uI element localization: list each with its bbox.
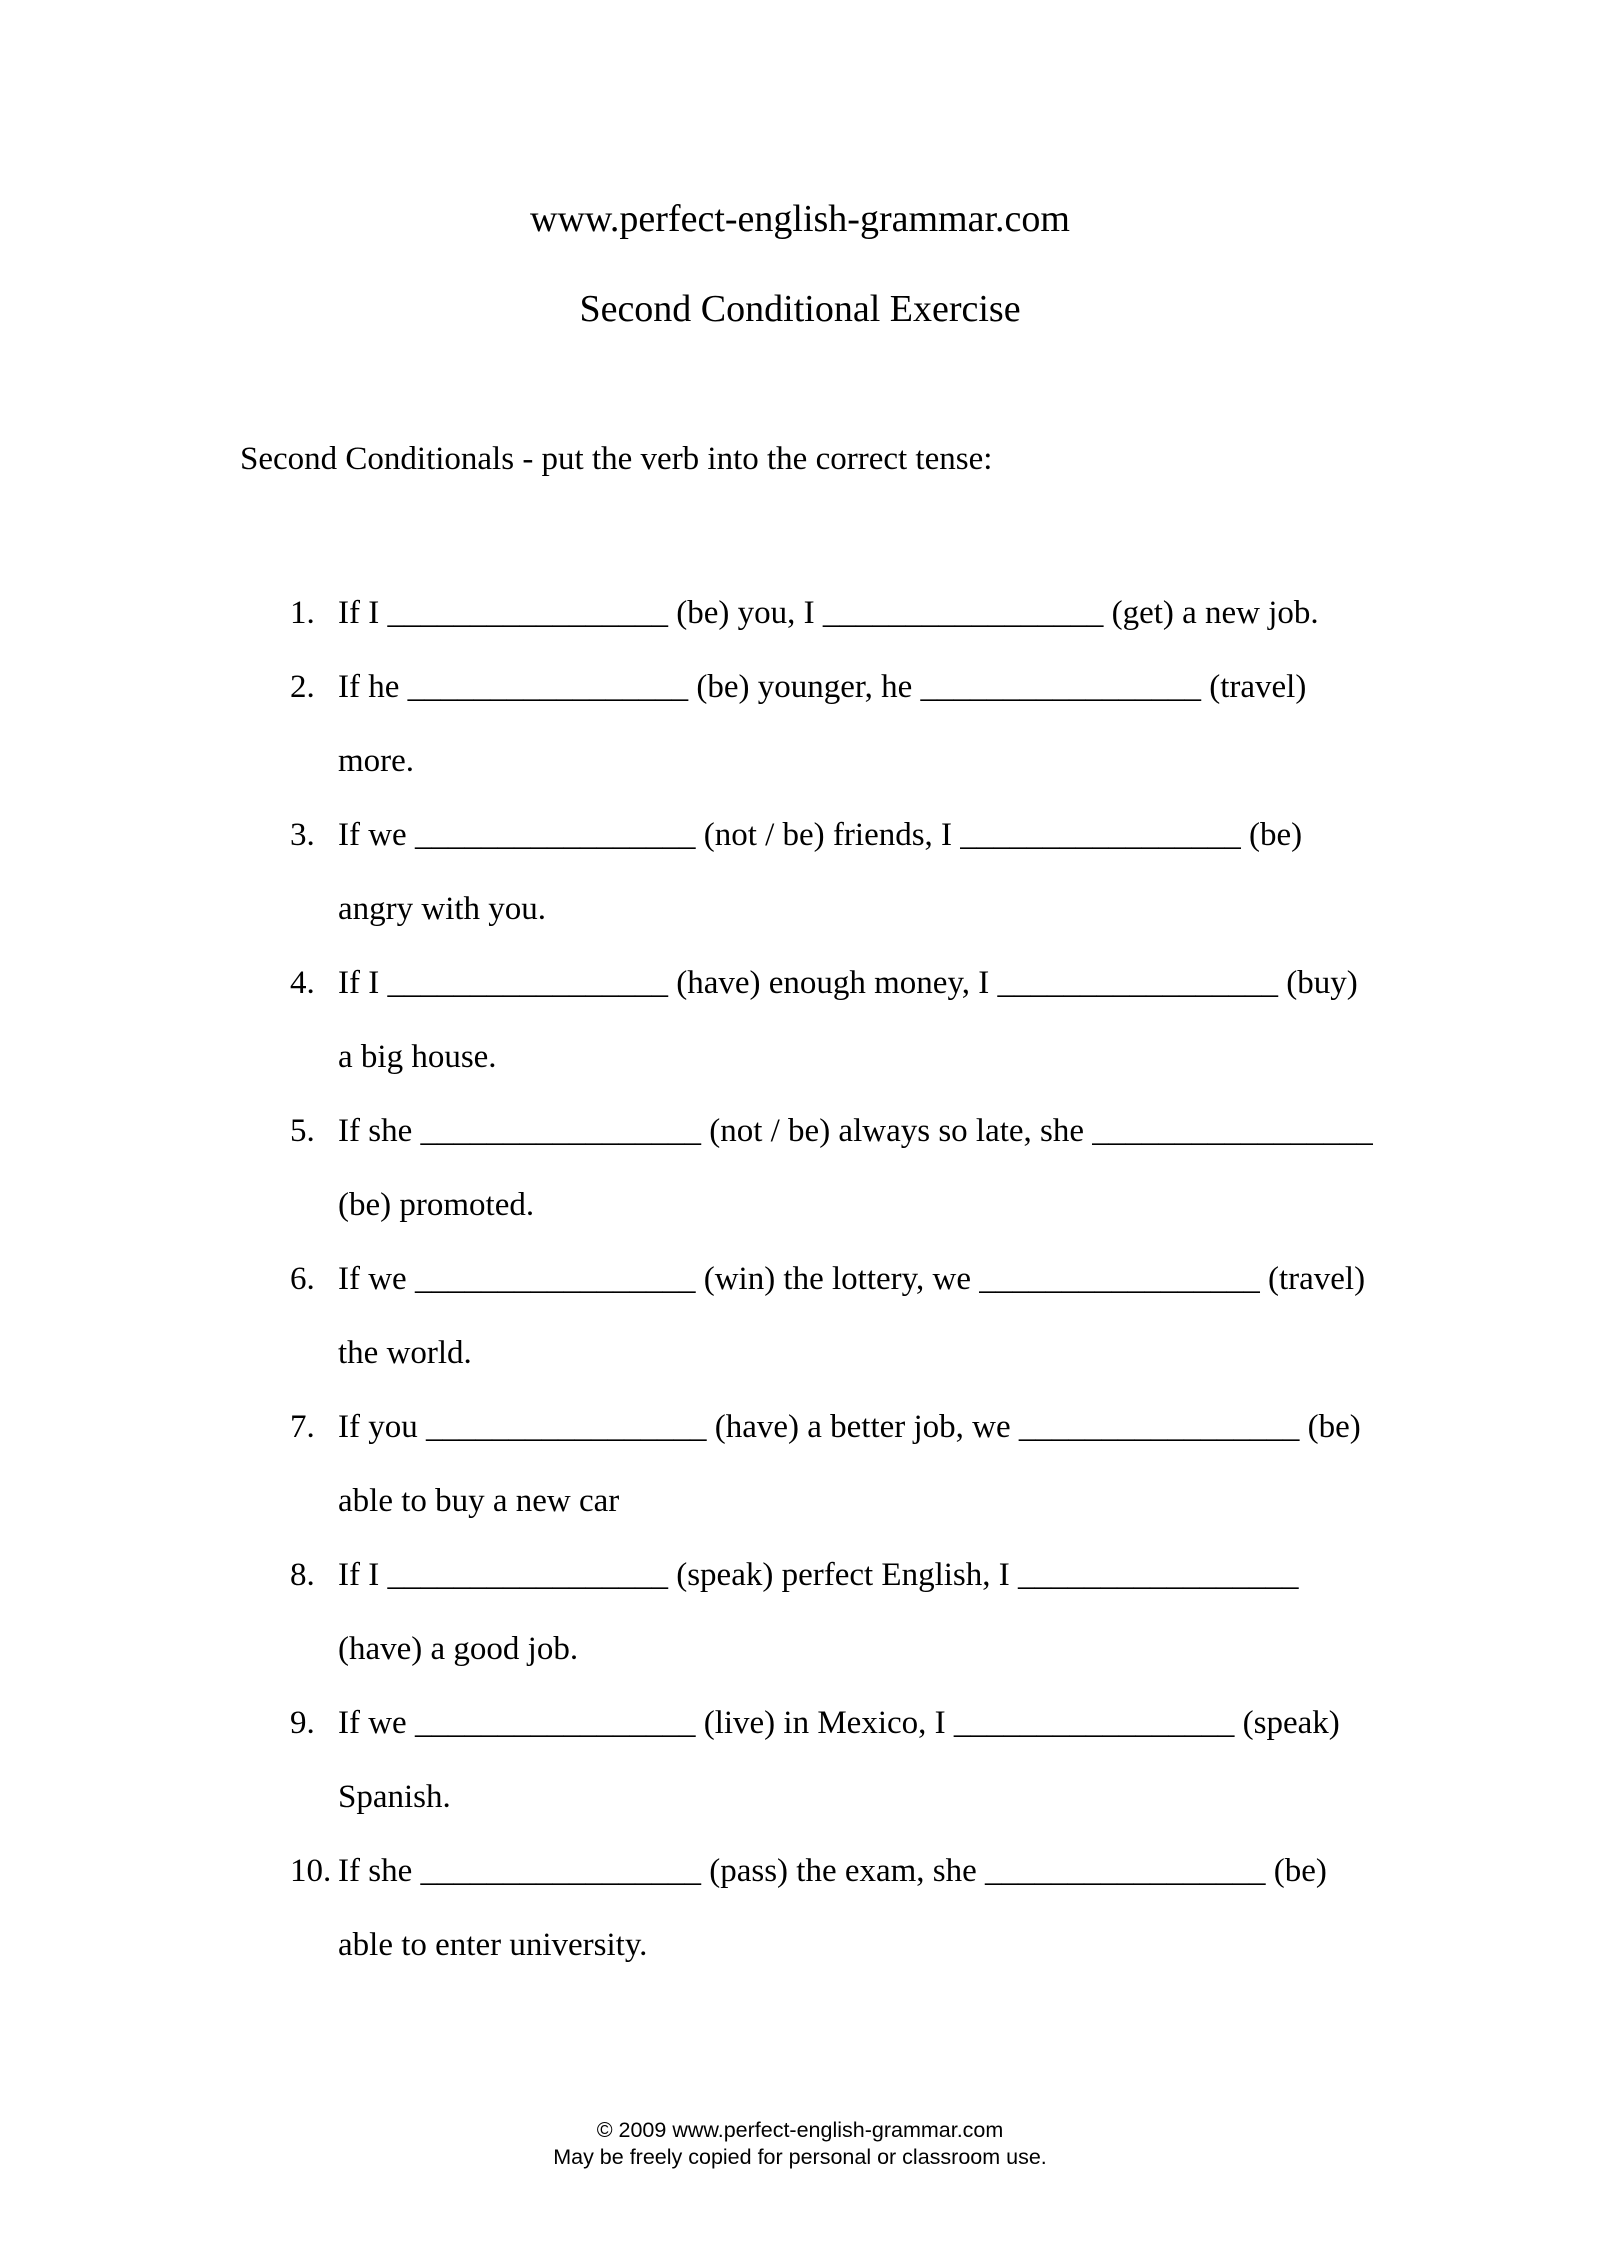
item-text: able to buy a new car: [338, 1483, 620, 1519]
exercise-item-5: [290, 1094, 1450, 1242]
item-line-continuation: [290, 1316, 1450, 1390]
item-text: If you _________________ (have) a better job, we _________________ (be): [338, 1409, 1361, 1445]
item-text: Spanish.: [338, 1779, 451, 1815]
instruction-text: Second Conditionals - put the verb into the correct tense:: [240, 441, 993, 477]
item-number: 1.: [290, 595, 315, 631]
item-text: If she _________________ (pass) the exam, she _________________ (be): [338, 1853, 1327, 1889]
item-line: [290, 1390, 1450, 1464]
item-line: [290, 1094, 1450, 1168]
item-line-continuation: [290, 1020, 1450, 1094]
item-text: angry with you.: [338, 891, 547, 927]
exercise-item-10: [290, 1834, 1450, 1982]
worksheet-title: Second Conditional Exercise: [579, 288, 1021, 330]
item-line: [290, 1686, 1450, 1760]
item-text: If we _________________ (win) the lottery, we _________________ (travel): [338, 1261, 1366, 1297]
item-number: 3.: [290, 817, 315, 853]
item-number: 10.: [290, 1853, 332, 1889]
item-text: If I _________________ (have) enough money, I _________________ (buy): [338, 965, 1358, 1001]
item-text: more.: [338, 743, 415, 779]
item-line: [290, 946, 1450, 1020]
item-line-continuation: [290, 1760, 1450, 1834]
exercise-item-7: [290, 1390, 1450, 1538]
item-line-continuation: [290, 1612, 1450, 1686]
exercise-item-3: [290, 798, 1450, 946]
item-text: If I _________________ (be) you, I _________________ (get) a new job.: [338, 595, 1319, 631]
item-text: a big house.: [338, 1039, 497, 1075]
item-line: [290, 576, 1450, 650]
item-line-continuation: [290, 1464, 1450, 1538]
item-text: (have) a good job.: [338, 1631, 579, 1667]
item-line-continuation: [290, 724, 1450, 798]
exercise-list: [290, 576, 1450, 1982]
item-line: [290, 1242, 1450, 1316]
exercise-item-6: [290, 1242, 1450, 1390]
footer-copyright: © 2009 www.perfect-english-grammar.com: [596, 2118, 1004, 2142]
item-text: If I _________________ (speak) perfect English, I _________________: [338, 1557, 1299, 1593]
item-number: 6.: [290, 1261, 315, 1297]
item-line: [290, 650, 1450, 724]
exercise-item-2: [290, 650, 1450, 798]
item-text: If we _________________ (live) in Mexico, I _________________ (speak): [338, 1705, 1340, 1741]
exercise-item-1: [290, 576, 1450, 650]
item-text: (be) promoted.: [338, 1187, 535, 1223]
item-line: [290, 1538, 1450, 1612]
exercise-item-8: [290, 1538, 1450, 1686]
site-url-header: www.perfect-english-grammar.com: [530, 198, 1070, 240]
item-line-continuation: [290, 872, 1450, 946]
item-number: 5.: [290, 1113, 315, 1149]
item-text: If we _________________ (not / be) friends, I _________________ (be): [338, 817, 1303, 853]
item-text: If he _________________ (be) younger, he _________________ (travel): [338, 669, 1307, 705]
item-line-continuation: [290, 1168, 1450, 1242]
exercise-item-9: [290, 1686, 1450, 1834]
item-text: the world.: [338, 1335, 472, 1371]
item-line: [290, 1834, 1450, 1908]
item-line: [290, 798, 1450, 872]
item-text: If she _________________ (not / be) always so late, she _________________: [338, 1113, 1373, 1149]
item-line-continuation: [290, 1908, 1450, 1982]
item-number: 4.: [290, 965, 315, 1001]
item-number: 2.: [290, 669, 315, 705]
item-number: 9.: [290, 1705, 315, 1741]
exercise-item-4: [290, 946, 1450, 1094]
item-number: 8.: [290, 1557, 315, 1593]
footer-license: May be freely copied for personal or classroom use.: [553, 2145, 1047, 2169]
page-footer: [0, 2117, 1600, 2171]
item-text: able to enter university.: [338, 1927, 648, 1963]
item-number: 7.: [290, 1409, 315, 1445]
